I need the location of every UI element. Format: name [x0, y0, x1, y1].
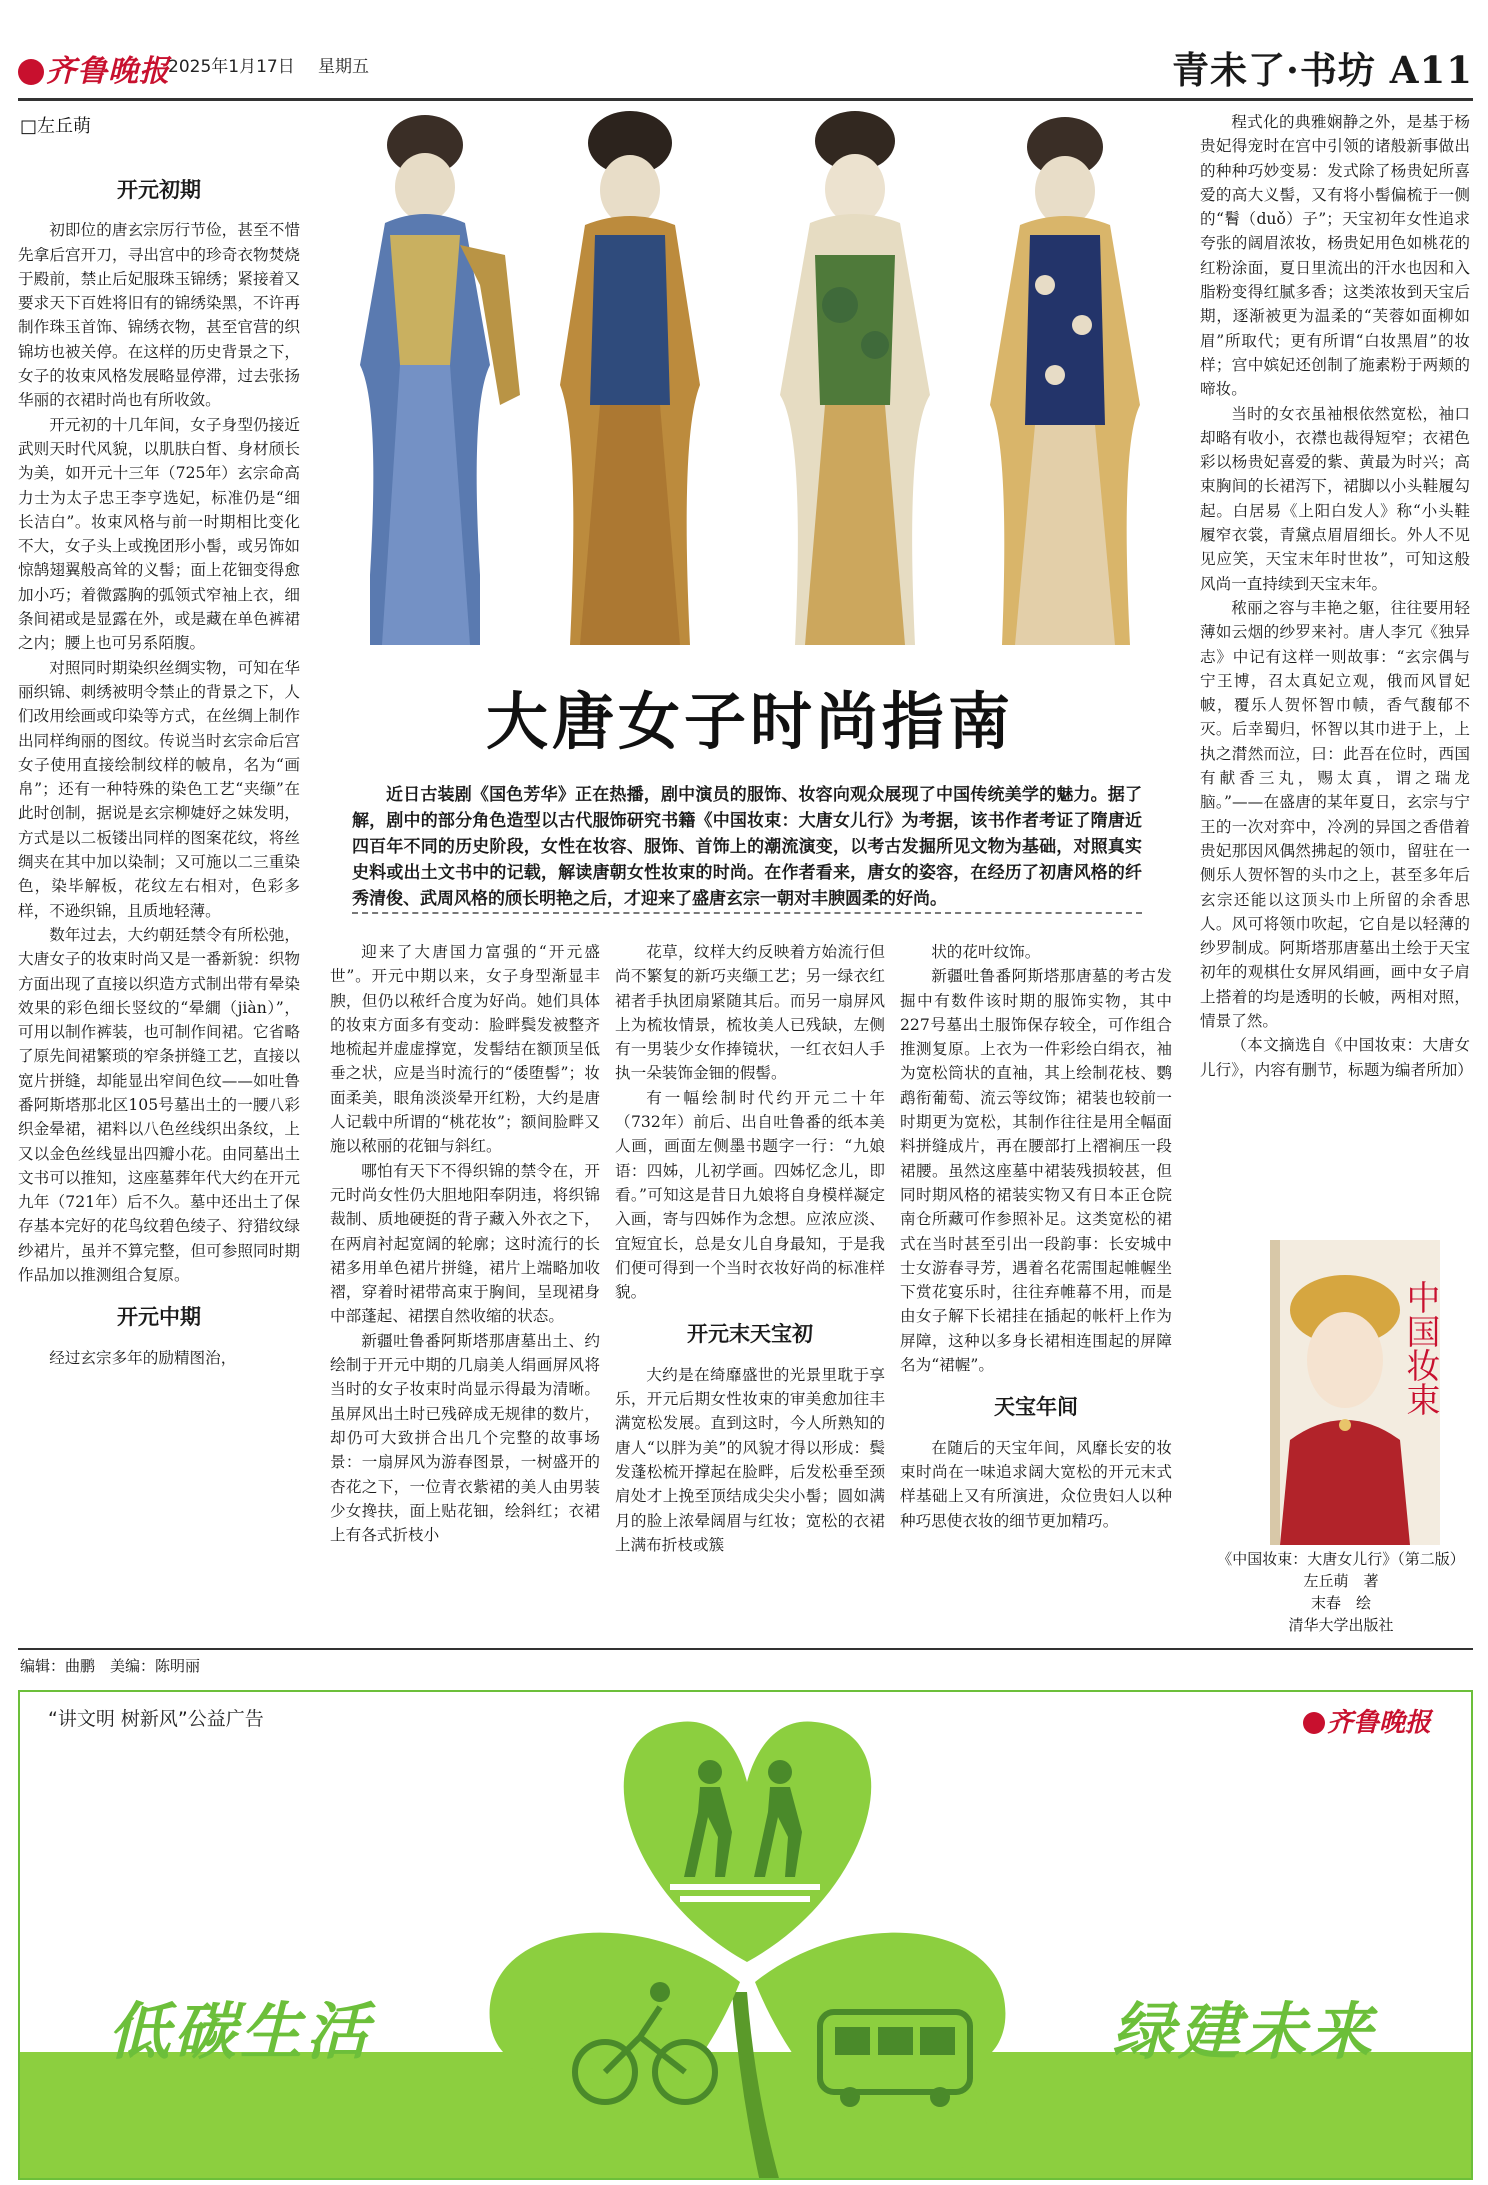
paragraph: 数年过去，大约朝廷禁令有所松弛，大唐女子的妆束时尚又是一番新貌：织物方面出现了直接以织造方式制出带有晕染效果的彩色细长竖纹的“晕繝（jiàn）”，可用以制作裤装，也可制作间裙。它省略了原先间裙繁琐的窄条拼缝工艺，直接以宽片拼缝，却能显出窄间色纹——如吐鲁番阿斯塔那北区105号墓出土的一腰八彩织金晕裙，裙料以八色丝线织出条纹，上又以金色丝线显出四瓣小花。由同墓出土文书可以推知，这座墓葬年代大约在开元九年（721年）后不久。墓中还出土了保存基本完好的花鸟纹碧色绫子、狩猎纹绿纱裙片，虽并不算完整，但可参照同时期作品加以推测组合复原。 — [18, 925, 300, 1285]
book-cover-title: 中国妆束 — [1400, 1280, 1440, 1416]
article-column-3 — [615, 940, 885, 1557]
public-service-ad — [18, 1690, 1473, 2180]
paragraph: 迎来了大唐国力富强的“开元盛世”。开元中期以来，女子身型渐显丰腴，但仍以秾纤合度为好尚。她们具体的妆束方面多有变动：脸畔鬓发被整齐地梳起并虚虚撑宽，发髻结在额顶呈低垂之状，应是当时流行的“倭堕髻”；妆面柔美，眼角淡淡晕开红粉，大约是唐人记载中所谓的“桃花妆”；额间脸畔又施以秾丽的花钿与斜红。 — [330, 943, 600, 1156]
paragraph: 对照同时期染织丝绸实物，可知在华丽织锦、刺绣被明令禁止的背景之下，人们改用绘画或印染等方式，在丝绸上制作出同样绚丽的图纹。传说当时玄宗命后宫女子使用直接绘制纹样的帔帛，名为“画帛”；还有一种特殊的染色工艺“夹缬”在此时创制，据说是玄宗柳婕妤之妹发明，方式是以二板镂出同样的图案花纹，将丝绸夹在其中加以染制；又可施以二三重染色，染毕解板，花纹左右相对，色彩多样，不逊织锦，且质地轻薄。 — [18, 658, 300, 920]
ad-newspaper-logo: 齐鲁晚报 — [1303, 1702, 1431, 1739]
paragraph: 大约是在绮靡盛世的光景里耽于享乐，开元后期女性妆束的审美愈加往丰满宽松发展。直到这时，今人所熟知的唐人“以胖为美”的风貌才得以形成：鬓发蓬松梳开撑起在脸畔，后发松垂至颈肩处才上挽至顶结成尖尖小髻；圆如满月的脸上浓晕阔眉与红妆；宽松的衣裙上满布折枝或簇 — [615, 1365, 885, 1554]
newspaper-logo: 齐鲁晚报 — [18, 46, 170, 90]
book-illustrator: 末春 绘 — [1310, 1594, 1371, 1612]
figurine-1 — [360, 115, 520, 645]
paragraph: 开元初的十几年间，女子身型仍接近武则天时代风貌，以肌肤白皙、身材颀长为美，如开元十三年（725年）玄宗命高力士为太子忠王李亨选妃，标准仍是“细长洁白”。妆束风格与前一时期相比变化不大，女子头上或挽团形小髻，或另饰如惊鹄翅翼般高耸的义髻；面上花钿变得愈加小巧；着微露胸的弧领式窄袖上衣，细条间裙或是显露在外，或是藏在单色裤裙之内；腰上也可另系陌腹。 — [18, 415, 300, 653]
lead-paragraph: 近日古装剧《国色芳华》正在热播，剧中演员的服饰、妆容向观众展现了中国传统美学的魅力。据了解，剧中的部分角色造型以古代服饰研究书籍《中国妆束：大唐女儿行》为考据，该书作者考证了隋唐近四百年不同的历史阶段，女性在妆容、服饰、首饰上的潮流演变，以考古发掘所见文物为基础，对照真实史料或出土文书中的记载，解读唐朝女性妆束的时尚。在作者看来，唐女的姿容，在经历了初唐风格的纤秀清俊、武周风格的颀长明艳之后，才迎来了盛唐玄宗一朝对丰腴圆柔的好尚。 — [352, 785, 1142, 909]
subheading: 天宝年间 — [994, 1394, 1078, 1420]
figurine-3 — [780, 111, 930, 645]
section-title: 青未了·书坊 A11 — [1172, 48, 1473, 92]
paragraph: 有一幅绘制时代约开元二十年（732年）前后、出自吐鲁番的纸本美人画，画面左侧墨书题字一行：“九娘语：四姊，儿初学画。四姊忆念儿，即看。”可知这是昔日九娘将自身模样凝定入画，寄与四姊作为念想。应浓应淡、宜短宜长，总是女儿自身最知，于是我们便可得到一个当时衣妆好尚的标准样貌。 — [615, 1088, 885, 1302]
book-title-caption: 《中国妆束：大唐女儿行》（第二版） — [1217, 1550, 1465, 1568]
editors-credit: 编辑：曲鹏 美编：陈明丽 — [20, 1657, 201, 1675]
article-column-1 — [18, 160, 300, 1370]
paragraph: 新疆吐鲁番阿斯塔那唐墓的考古发掘中有数件该时期的服饰实物，其中227号墓出土服饰保存较全，可作组合推测复原。上衣为一件彩绘白绢衣，袖为宽松筒状的直袖，其上绘制花枝、鹦鹉衔葡萄、流云等纹饰；裙装也较前一时期更为宽松，其制作往往是用全幅面料拼缝成片，再在腰部打上褶裥压一段裙腰。虽然这座墓中裙装残损较甚，但同时期风格的裙装实物又有日本正仓院南仓所藏可作参照补足。这类宽松的裙式在当时甚至引出一段韵事：长安城中士女游春寻芳，遇着名花需围起帷幄坐下赏花宴乐时，往往弃帷幕不用，而是由女子解下长裙挂在插起的帐杆上作为屏障，这种以多身长裙相连围起的屏障名为“裙幄”。 — [900, 967, 1172, 1375]
issue-weekday: 星期五 — [318, 57, 369, 77]
paragraph: 花草，纹样大约反映着方始流行但尚不繁复的新巧夹缬工艺；另一绿衣红裙者手执团扇紧随其后。而另一扇屏风上为梳妆情景，梳妆美人已残缺，左侧有一男装少女作捧镜状，一红衣妇人手执一朵装饰金钿的假髻。 — [615, 943, 885, 1083]
article-lead — [352, 782, 1142, 912]
book-publisher: 清华大学出版社 — [1288, 1616, 1394, 1634]
paragraph: 哪怕有天下不得织锦的禁令在，开元时尚女性仍大胆地阳奉阴违，将织锦裁制、质地硬挺的背子藏入外衣之下，在两肩衬起宽阔的轮廓；这时流行的长裙多用单色裙片拼缝，裙片上端略加收褶，穿着时裙带高束于胸间，呈现裙身中部蓬起、裙摆自然收缩的状态。 — [330, 1161, 600, 1326]
paragraph: 新疆吐鲁番阿斯塔那唐墓出土、约绘制于开元中期的几扇美人绢画屏风将当时的女子妆束时尚显示得最为清晰。虽屏风出土时已残碎成无规律的数片，却仍可大致拼合出几个完整的故事场景：一扇屏风为游春图景，一树盛开的杏花之下，一位青衣紫裙的美人由男装少女搀扶，面上贴花钿，绘斜红；衣裙上有各式折枝小 — [330, 1331, 600, 1545]
footer-rule — [18, 1648, 1473, 1650]
article-column-4 — [900, 940, 1172, 1533]
article-column-5 — [1200, 110, 1473, 1082]
paragraph: 初即位的唐玄宗厉行节俭，甚至不惜先拿后宫开刀，寻出宫中的珍奇衣物焚烧于殿前，禁止后妃服珠玉锦绣；紧接着又要求天下百姓将旧有的锦绣染黑，不许再制作珠玉首饰、锦绣衣物，甚至官营的织锦坊也被关停。在这样的历史背景之下，女子的妆束风格发展略显停滞，过去张扬华丽的衣裙时尚也有所收敛。 — [18, 221, 300, 410]
paragraph: 在随后的天宝年间，风靡长安的妆束时尚在一味追求阔大宽松的开元末式样基础上又有所演进，众位贵妇人以种种巧思使衣妆的细节更加精巧。 — [900, 1438, 1172, 1530]
ad-slogan-right: 绿建未来 — [1111, 1995, 1376, 2068]
header-rule — [18, 98, 1473, 101]
subheading: 开元末天宝初 — [687, 1321, 813, 1347]
clover-icon — [20, 1692, 1473, 2180]
masthead — [18, 40, 1473, 100]
subheading: 开元中期 — [117, 1304, 201, 1330]
paragraph: 秾丽之容与丰艳之躯，往往要用轻薄如云烟的纱罗来衬。唐人李冗《独异志》中记有这样一则故事：“玄宗偶与宁王博，召太真妃立观，俄而风冒妃帔，覆乐人贺怀智巾帻，香气馥郁不灭。后幸蜀归，怀智以其巾进于上，上执之潸然而泣，曰：此吾在位时，西国有献香三丸，赐太真，谓之瑞龙脑。”——在盛唐的某年夏日，玄宗与宁王的一次对弈中，冷冽的异国之香借着贵妃那因风偶然拂起的领巾，留驻在一侧乐人贺怀智的头巾之上，甚至多年后玄宗还能以这顶头巾上所留的余香思人。风可将领巾吹起，它自是以轻薄的纱罗制成。阿斯塔那唐墓出土绘于天宝初年的观棋仕女屏风绢画，画中女子肩上搭着的均是透明的长帔，两相对照，情景了然。 — [1200, 598, 1470, 1030]
figurine-2 — [560, 111, 700, 645]
subheading: 开元初期 — [117, 177, 201, 202]
ad-label: “讲文明 树新风”公益广告 — [48, 1708, 264, 1730]
figurine-4 — [990, 117, 1140, 645]
book-cover — [1270, 1240, 1440, 1545]
paragraph: 经过玄宗多年的励精图治， — [49, 1348, 237, 1367]
book-author: 左丘萌 著 — [1303, 1572, 1379, 1590]
source-note: （本文摘选自《中国妆束：大唐女儿行》，内容有删节，标题为编者所加） — [1200, 1036, 1473, 1079]
issue-date: 2025年1月17日 — [168, 57, 295, 77]
paragraph: 状的花叶纹饰。 — [931, 943, 1041, 961]
book-caption — [1210, 1548, 1472, 1636]
ad-slogan-left: 低碳生活 — [108, 1995, 373, 2068]
paragraph: 程式化的典雅娴静之外，是基于杨贵妃得宠时在宫中引领的诸般新事做出的种种巧妙变易：发式除了杨贵妃所喜爱的高大义髻，又有将小髻偏梳于一侧的“鬌（duǒ）子”；天宝初年女性追求夸张的阔眉浓妆，杨贵妃用色如桃花的红粉涂面，夏日里流出的汗水也因和入脂粉变得红腻多香；这类浓妆到天宝后期，逐渐被更为温柔的“芙蓉如面柳如眉”所取代；更有所谓“白妆黑眉”的妆样；宫中嫔妃还创制了施素粉于两颊的啼妆。 — [1200, 113, 1470, 399]
article-column-2 — [330, 940, 600, 1547]
lead-divider — [352, 912, 1142, 914]
paragraph: 当时的女衣虽袖根依然宽松，袖口却略有收小，衣襟也裁得短窄；衣裙色彩以杨贵妃喜爱的紫、黄最为时兴；高束胸间的长裙泻下，裙脚以小头鞋履勾起。白居易《上阳白发人》称“小头鞋履窄衣裳，青黛点眉眉细长。外人不见见应笑，天宝末年时世妆”，可知这般风尚一直持续到天宝末年。 — [1200, 404, 1470, 593]
byline: □左丘萌 — [20, 116, 92, 137]
article-title: 大唐女子时尚指南 — [485, 685, 1014, 758]
tang-figurines-photo — [330, 105, 1170, 660]
